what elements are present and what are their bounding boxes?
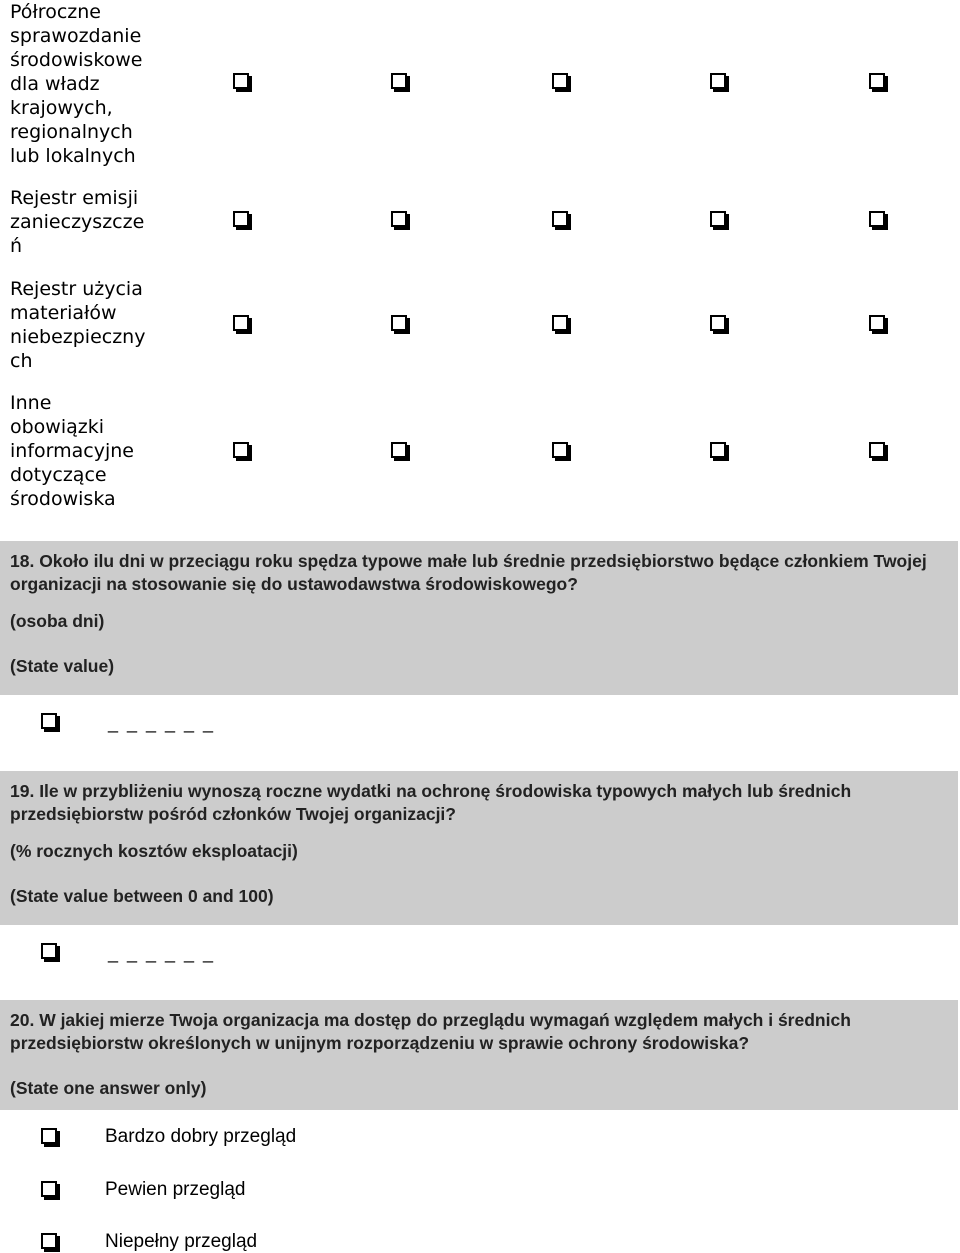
question-18-text: 18. Około ilu dni w przeciągu roku spędza typowe małe lub średnie przedsiębiorstwo będące członkiem Twojej organizacji na stosowanie się do ustawodawstwa środowiskowego? (10, 551, 927, 594)
checkbox[interactable] (41, 1181, 57, 1197)
checkbox[interactable] (233, 73, 249, 89)
answer-blank-18[interactable]: _ _ _ _ _ _ (108, 713, 216, 733)
checkbox[interactable] (391, 315, 407, 331)
row-label: Rejestr emisji zanieczyszcze ń (10, 187, 145, 257)
checkbox[interactable] (869, 211, 885, 227)
checkbox[interactable] (391, 442, 407, 458)
checkbox[interactable] (391, 73, 407, 89)
checkbox[interactable] (41, 1233, 57, 1249)
checkbox[interactable] (233, 442, 249, 458)
checkbox[interactable] (869, 442, 885, 458)
checkbox[interactable] (710, 73, 726, 89)
answer-blank-19[interactable]: _ _ _ _ _ _ (108, 943, 216, 963)
option-label: Niepełny przegląd (105, 1231, 258, 1252)
question-20-text: 20. W jakiej mierze Twoja organizacja ma dostęp do przeglądu wymagań względem małych i średnich przedsiębiorstw określonych w unijnym rozporządzeniu w sprawie ochrony środowiska? (10, 1010, 851, 1053)
question-20-instruction: (State one answer only) (10, 1078, 207, 1098)
row-label: Półroczne sprawozdanie środowiskowe dla władz krajowych, regionalnych lub lokalnych (10, 1, 143, 167)
checkbox[interactable] (233, 211, 249, 227)
checkbox[interactable] (869, 315, 885, 331)
row-label: Rejestr użycia materiałów niebezpieczny ch (10, 278, 146, 372)
checkbox[interactable] (552, 442, 568, 458)
checkbox[interactable] (552, 73, 568, 89)
question-18-unit: (osoba dni) (10, 611, 105, 631)
question-19-unit: (% rocznych kosztów eksploatacji) (10, 841, 298, 861)
checkbox[interactable] (41, 943, 57, 959)
checkbox[interactable] (41, 713, 57, 729)
question-18-box (0, 541, 958, 695)
option-label: Bardzo dobry przegląd (105, 1126, 297, 1147)
option-label: Pewien przegląd (105, 1179, 246, 1200)
checkbox[interactable] (391, 211, 407, 227)
checkbox[interactable] (552, 211, 568, 227)
question-20-box (0, 1000, 958, 1110)
checkbox[interactable] (710, 442, 726, 458)
row-label: Inne obowiązki informacyjne dotyczące środowiska (10, 392, 134, 510)
question-19-instruction: (State value between 0 and 100) (10, 886, 274, 906)
checkbox[interactable] (869, 73, 885, 89)
checkbox[interactable] (710, 315, 726, 331)
question-18-instruction: (State value) (10, 656, 115, 676)
checkbox[interactable] (41, 1128, 57, 1144)
question-19-box (0, 771, 958, 925)
checkbox[interactable] (552, 315, 568, 331)
checkbox[interactable] (710, 211, 726, 227)
question-19-text: 19. Ile w przybliżeniu wynoszą roczne wydatki na ochronę środowiska typowych małych lub średnich przedsiębiorstw pośród członków Twojej organizacji? (10, 781, 852, 824)
checkbox[interactable] (233, 315, 249, 331)
